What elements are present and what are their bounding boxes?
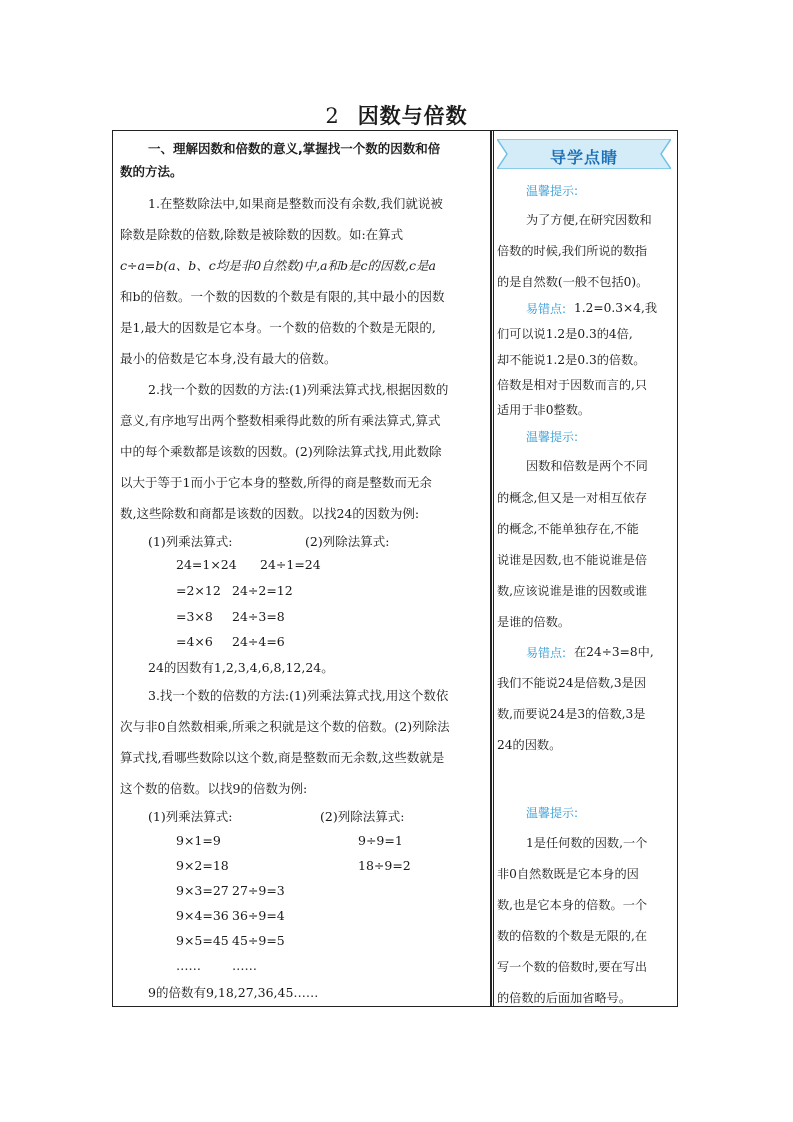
- ex1-head-mul: (1)列乘法算式:: [148, 534, 233, 549]
- p1-line-2: 除数是除数的倍数,除数是被除数的因数。如:在算式: [120, 227, 404, 242]
- ex1-div-2: 24÷2=12: [232, 583, 293, 598]
- ex2-result: 9的倍数有9,18,27,36,45……: [148, 985, 319, 1000]
- ex2-mul-3: 9×3=27: [176, 883, 229, 898]
- tip2-line-1: 因数和倍数是两个不同: [526, 459, 648, 473]
- tip3-line-3: 数,也是它本身的倍数。一个: [497, 898, 648, 912]
- ex2-mul-4: 9×4=36: [176, 908, 229, 923]
- p3-line-3: 算式找,看哪些数除以这个数,商是整数而无余数,这些数就是: [120, 750, 445, 765]
- ex1-mul-4: =4×6: [176, 634, 213, 649]
- p2-line-4: 以大于等于1而小于它本身的整数,所得的商是整数而无余: [120, 475, 432, 490]
- ex1-mul-1: 24=1×24: [176, 557, 237, 572]
- tip2-line-5: 数,应该说谁是谁的因数或谁: [497, 584, 648, 598]
- ex1-div-4: 24÷4=6: [232, 634, 285, 649]
- ex2-div-1: 9÷9=1: [358, 833, 403, 848]
- p1-line-3: c÷a=b(a、b、c均是非0自然数)中,a和b是c的因数,c是a: [120, 258, 436, 273]
- err2-line-3: 数,而要说24是3的倍数,3是: [497, 707, 646, 721]
- err2-line-4: 24的因数。: [497, 738, 562, 752]
- err2-label: 易错点:: [526, 646, 567, 660]
- tip2-line-6: 是谁的倍数。: [497, 615, 571, 629]
- ex1-mul-3: =3×8: [176, 609, 213, 624]
- err1-line-5: 适用于非0整数。: [497, 403, 591, 417]
- ex1-head-div: (2)列除法算式:: [305, 534, 390, 549]
- ex2-mul-6: ……: [176, 958, 201, 973]
- page-title: [0, 100, 793, 130]
- err1-line-1: 1.2=0.3×4,我: [574, 301, 658, 315]
- section-title: 因数与倍数: [357, 104, 468, 128]
- err2-line-1: 在24÷3=8中,: [574, 645, 654, 659]
- tip2-line-2: 的概念,但又是一对相互依存: [497, 491, 648, 505]
- ex2-mul-2: 9×2=18: [176, 858, 229, 873]
- ex2-div-6: ……: [232, 958, 257, 973]
- p3-line-4: 这个数的倍数。以找9的倍数为例:: [120, 781, 308, 796]
- heading-line-1: 一、理解因数和倍数的意义,掌握找一个数的因数和倍: [148, 141, 441, 156]
- p2-line-1: 2.找一个数的因数的方法:(1)列乘法算式找,根据因数的: [148, 382, 449, 397]
- ex1-result: 24的因数有1,2,3,4,6,8,12,24。: [148, 660, 334, 675]
- err1-line-3: 却不能说1.2是0.3的倍数。: [497, 353, 646, 367]
- ex1-div-1: 24÷1=24: [260, 557, 321, 572]
- ex2-div-4: 36÷9=4: [232, 908, 285, 923]
- heading-line-2: 数的方法。: [120, 164, 183, 179]
- tip1-line-1: 为了方便,在研究因数和: [526, 213, 652, 227]
- err1-label: 易错点:: [526, 302, 567, 316]
- tip1-label: 温馨提示:: [526, 184, 579, 198]
- p1-line-5: 是1,最大的因数是它本身。一个数的倍数的个数是无限的,: [120, 320, 436, 335]
- tip3-line-6: 的倍数的后面加省略号。: [497, 991, 632, 1005]
- p3-line-1: 3.找一个数的倍数的方法:(1)列乘法算式找,用这个数依: [148, 688, 449, 703]
- banner-title: 导学点睛: [549, 148, 618, 167]
- ex1-mul-2: =2×12: [176, 583, 221, 598]
- column-divider: [490, 131, 492, 1006]
- ex2-div-5: 45÷9=5: [232, 933, 285, 948]
- ex2-div-3: 27÷9=3: [232, 883, 285, 898]
- tip2-label: 温馨提示:: [526, 430, 579, 444]
- tip3-line-2: 非0自然数既是它本身的因: [497, 867, 639, 881]
- ex2-div-2: 18÷9=2: [358, 858, 411, 873]
- ex2-mul-1: 9×1=9: [176, 833, 221, 848]
- ex1-div-3: 24÷3=8: [232, 609, 285, 624]
- ex2-head-mul: (1)列乘法算式:: [148, 809, 233, 824]
- column-divider-inner: [493, 131, 494, 1006]
- p1-line-6: 最小的倍数是它本身,没有最大的倍数。: [120, 351, 337, 366]
- tip2-line-3: 的概念,不能单独存在,不能: [497, 522, 639, 536]
- ex2-mul-5: 9×5=45: [176, 933, 229, 948]
- tip3-label: 温馨提示:: [526, 806, 579, 820]
- tip3-line-5: 写一个数的倍数时,要在写出: [497, 960, 648, 974]
- err1-line-2: 们可以说1.2是0.3的4倍,: [497, 327, 633, 341]
- p1-line-4: 和b的倍数。一个数的因数的个数是有限的,其中最小的因数: [120, 289, 445, 304]
- tip3-line-1: 1是任何数的因数,一个: [526, 836, 648, 850]
- tip2-line-4: 说谁是因数,也不能说谁是倍: [497, 553, 648, 567]
- err1-line-4: 倍数是相对于因数而言的,只: [497, 378, 648, 392]
- p1-line-1: 1.在整数除法中,如果商是整数而没有余数,我们就说被: [148, 196, 443, 211]
- p2-line-2: 意义,有序地写出两个整数相乘得此数的所有乘法算式,算式: [120, 413, 441, 428]
- p3-line-2: 次与非0自然数相乘,所乘之积就是这个数的倍数。(2)列除法: [120, 719, 450, 734]
- ex2-head-div: (2)列除法算式:: [320, 809, 405, 824]
- tip3-line-4: 数的倍数的个数是无限的,在: [497, 929, 648, 943]
- section-number: 2: [325, 104, 340, 128]
- tip1-line-3: 的是自然数(一般不包括0)。: [497, 275, 649, 289]
- p2-line-5: 数,这些除数和商都是该数的因数。以找24的因数为例:: [120, 506, 420, 521]
- tip1-line-2: 倍数的时候,我们所说的数指: [497, 244, 648, 258]
- p2-line-3: 中的每个乘数都是该数的因数。(2)列除法算式找,用此数除: [120, 444, 442, 459]
- err2-line-2: 我们不能说24是倍数,3是因: [497, 676, 647, 690]
